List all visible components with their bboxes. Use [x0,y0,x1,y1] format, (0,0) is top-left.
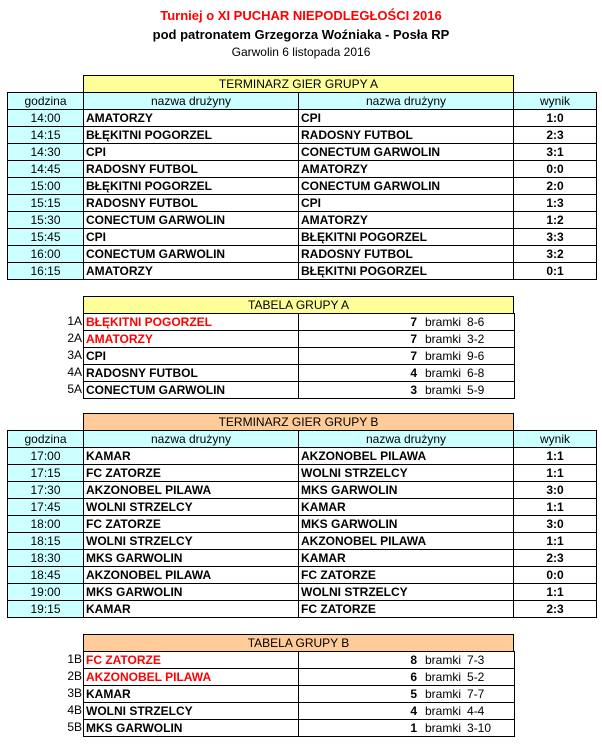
standing-stats [299,382,515,399]
home-team: BŁĘKITNI POGORZEL [84,127,299,144]
standing-points: 8 [410,653,417,667]
match-row [8,110,597,127]
away-team: MKS GARWOLIN [299,516,514,533]
away-team: MKS GARWOLIN [299,482,514,499]
match-time: 19:00 [8,584,84,601]
match-time: 16:15 [8,263,84,280]
standing-position: 2B [67,669,82,683]
match-score: 2:3 [514,127,597,144]
col-team1-header: nazwa drużyny [84,93,299,110]
away-team: WOLNI STRZELCY [299,465,514,482]
match-time: 15:15 [8,195,84,212]
standing-position: 3B [67,686,82,700]
standing-position: 3A [67,348,82,362]
standing-stats [299,686,515,703]
away-team: AKZONOBEL PILAWA [299,533,514,550]
match-score: 3:2 [514,246,597,263]
standing-points: 7 [410,332,417,346]
goals-label: bramki [425,687,462,701]
match-score: 1:0 [514,110,597,127]
away-team: BŁĘKITNI POGORZEL [299,229,514,246]
standing-team: CONECTUM GARWOLIN [84,382,299,399]
standing-points: 7 [410,315,417,329]
standing-stats [299,720,515,737]
standing-position: 5A [67,382,82,396]
goals-label: bramki [425,315,462,329]
match-score: 0:0 [514,161,597,178]
away-team: AMATORZY [299,161,514,178]
match-time: 15:30 [8,212,84,229]
standing-team: MKS GARWOLIN [84,720,299,737]
home-team: AMATORZY [84,263,299,280]
match-row [8,550,597,567]
patronage-subtitle: pod patronatem Grzegorza Woźniaka - Posła RP [152,27,450,42]
standing-team: BŁĘKITNI POGORZEL [84,314,299,331]
home-team: CONECTUM GARWOLIN [84,246,299,263]
standing-team: KAMAR [84,686,299,703]
match-score: 1:3 [514,195,597,212]
tournament-title: Turniej o XI PUCHAR NIEPODLEGŁOŚCI 2016 [160,8,442,23]
standing-stats [299,703,515,720]
goals-value: 4-4 [467,704,485,718]
home-team: MKS GARWOLIN [84,550,299,567]
home-team: AKZONOBEL PILAWA [84,482,299,499]
match-row [8,482,597,499]
match-score: 0:0 [514,567,597,584]
col-team2-header: nazwa drużyny [299,93,514,110]
standing-team: AKZONOBEL PILAWA [84,669,299,686]
goals-label: bramki [425,704,462,718]
home-team: CONECTUM GARWOLIN [84,212,299,229]
standing-position: 1A [67,314,82,328]
away-team: AKZONOBEL PILAWA [299,448,514,465]
match-row [8,448,597,465]
table-b [83,651,515,737]
home-team: BŁĘKITNI POGORZEL [84,178,299,195]
standing-row [84,652,515,669]
away-team: KAMAR [299,499,514,516]
standing-points: 1 [410,721,417,735]
match-row [8,533,597,550]
match-score: 1:1 [514,448,597,465]
col-time-header: godzina [8,93,84,110]
home-team: KAMAR [84,601,299,618]
goals-label: bramki [425,349,462,363]
standing-position: 2A [67,331,82,345]
goals-value: 5-2 [467,670,485,684]
away-team: AMATORZY [299,212,514,229]
standing-points: 7 [410,349,417,363]
col-result-header: wynik [514,93,597,110]
away-team: BŁĘKITNI POGORZEL [299,263,514,280]
match-time: 14:30 [8,144,84,161]
match-score: 2:3 [514,550,597,567]
match-row [8,516,597,533]
standing-row [84,314,515,331]
place-date: Garwolin 6 listopada 2016 [231,45,371,59]
away-team: KAMAR [299,550,514,567]
home-team: MKS GARWOLIN [84,584,299,601]
match-score: 1:1 [514,584,597,601]
home-team: FC ZATORZE [84,465,299,482]
match-row [8,584,597,601]
goals-value: 9-6 [467,349,485,363]
match-row [8,178,597,195]
standing-position: 5B [67,720,82,734]
standing-team: RADOSNY FUTBOL [84,365,299,382]
match-row [8,567,597,584]
home-team: KAMAR [84,448,299,465]
table-a-title: TABELA GRUPY A [83,296,514,314]
standing-stats [299,331,515,348]
match-row [8,195,597,212]
match-time: 14:15 [8,127,84,144]
standing-team: CPI [84,348,299,365]
schedule-b-title: TERMINARZ GIER GRUPY B [83,413,514,431]
match-time: 17:00 [8,448,84,465]
goals-value: 3-10 [467,721,492,735]
goals-label: bramki [425,721,462,735]
away-team: CONECTUM GARWOLIN [299,178,514,195]
match-score: 3:0 [514,482,597,499]
match-score: 1:1 [514,499,597,516]
schedule-b-table [7,430,597,618]
standing-points: 4 [410,704,417,718]
goals-value: 7-3 [467,653,485,667]
away-team: CPI [299,195,514,212]
goals-value: 8-6 [467,315,485,329]
goals-label: bramki [425,670,462,684]
col-team1-header: nazwa drużyny [84,431,299,448]
schedule-header-row [8,93,597,110]
match-time: 18:30 [8,550,84,567]
standing-stats [299,365,515,382]
standing-points: 3 [410,383,417,397]
standing-points: 4 [410,366,417,380]
standing-position: 4B [67,703,82,717]
table-a [83,313,515,399]
match-row [8,161,597,178]
standing-position: 1B [67,652,82,666]
match-time: 18:00 [8,516,84,533]
match-row [8,127,597,144]
schedule-header-row [8,431,597,448]
standing-row [84,686,515,703]
home-team: WOLNI STRZELCY [84,533,299,550]
match-time: 17:30 [8,482,84,499]
standing-stats [299,669,515,686]
goals-value: 3-2 [467,332,485,346]
match-time: 14:45 [8,161,84,178]
away-team: WOLNI STRZELCY [299,584,514,601]
match-row [8,263,597,280]
goals-label: bramki [425,653,462,667]
away-team: RADOSNY FUTBOL [299,246,514,263]
home-team: WOLNI STRZELCY [84,499,299,516]
standing-points: 5 [410,687,417,701]
away-team: CONECTUM GARWOLIN [299,144,514,161]
schedule-a-title: TERMINARZ GIER GRUPY A [83,75,514,93]
match-time: 18:15 [8,533,84,550]
col-time-header: godzina [8,431,84,448]
match-row [8,499,597,516]
standing-stats [299,348,515,365]
home-team: CPI [84,229,299,246]
match-time: 19:15 [8,601,84,618]
goals-label: bramki [425,366,462,380]
standing-team: FC ZATORZE [84,652,299,669]
match-score: 0:1 [514,263,597,280]
standing-stats [299,652,515,669]
match-score: 3:1 [514,144,597,161]
match-time: 17:45 [8,499,84,516]
standing-position: 4A [67,365,82,379]
home-team: CPI [84,144,299,161]
col-team2-header: nazwa drużyny [299,431,514,448]
standing-row [84,669,515,686]
match-time: 16:00 [8,246,84,263]
match-score: 3:0 [514,516,597,533]
match-row [8,465,597,482]
goals-value: 6-8 [467,366,485,380]
home-team: AMATORZY [84,110,299,127]
match-time: 15:45 [8,229,84,246]
schedule-a-table [7,92,597,280]
match-time: 17:15 [8,465,84,482]
away-team: FC ZATORZE [299,567,514,584]
match-row [8,229,597,246]
standing-row [84,348,515,365]
away-team: FC ZATORZE [299,601,514,618]
match-score: 1:1 [514,533,597,550]
goals-value: 7-7 [467,687,485,701]
standing-team: WOLNI STRZELCY [84,703,299,720]
standing-row [84,331,515,348]
match-time: 15:00 [8,178,84,195]
goals-label: bramki [425,332,462,346]
match-row [8,144,597,161]
goals-value: 5-9 [467,383,485,397]
away-team: CPI [299,110,514,127]
match-row [8,601,597,618]
standing-row [84,365,515,382]
match-time: 18:45 [8,567,84,584]
match-row [8,246,597,263]
home-team: RADOSNY FUTBOL [84,195,299,212]
match-score: 1:1 [514,465,597,482]
match-time: 14:00 [8,110,84,127]
match-score: 2:3 [514,601,597,618]
match-score: 1:2 [514,212,597,229]
standing-points: 6 [410,670,417,684]
standing-stats [299,314,515,331]
col-result-header: wynik [514,431,597,448]
table-b-title: TABELA GRUPY B [83,634,514,652]
standing-team: AMATORZY [84,331,299,348]
match-row [8,212,597,229]
home-team: AKZONOBEL PILAWA [84,567,299,584]
match-score: 2:0 [514,178,597,195]
standing-row [84,382,515,399]
standing-row [84,703,515,720]
home-team: FC ZATORZE [84,516,299,533]
match-score: 3:3 [514,229,597,246]
goals-label: bramki [425,383,462,397]
standing-row [84,720,515,737]
home-team: RADOSNY FUTBOL [84,161,299,178]
away-team: RADOSNY FUTBOL [299,127,514,144]
